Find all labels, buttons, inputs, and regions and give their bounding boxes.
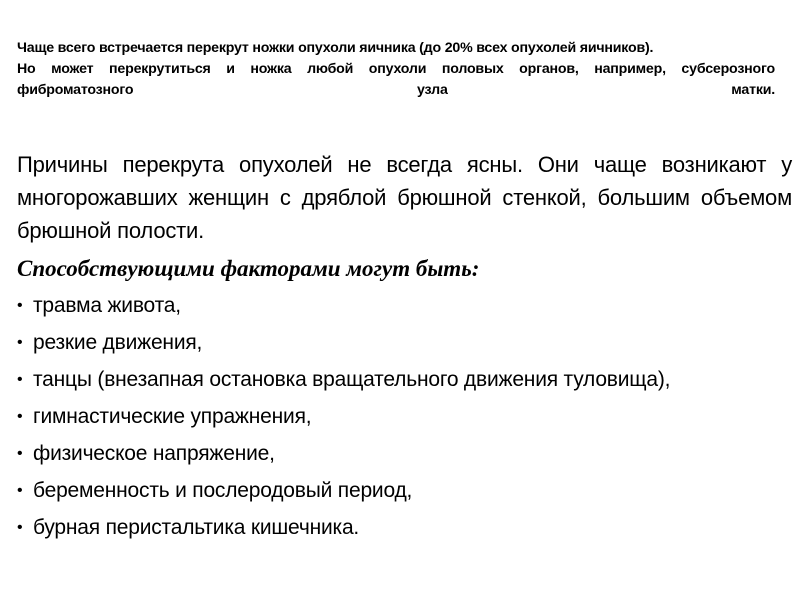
intro-line-3-word-2: узла bbox=[416, 82, 448, 98]
list-item bbox=[17, 398, 792, 435]
list-item-text: гимнастические упражнения, bbox=[33, 405, 312, 428]
factors-list bbox=[17, 287, 792, 546]
intro-line-3-word-3: матки. bbox=[731, 82, 775, 98]
list-item bbox=[17, 324, 792, 361]
list-item-text: бурная перистальтика кишечника. bbox=[33, 516, 360, 539]
intro-line-1: Чаще всего встречается перекрут ножки опухоли яичника (до 20% всех опухолей яичников). bbox=[17, 40, 654, 56]
list-item-text: физическое напряжение, bbox=[33, 442, 275, 465]
list-item-text: травма живота, bbox=[33, 294, 181, 317]
bullet-icon: • bbox=[17, 371, 23, 388]
list-item-text: беременность и послеродовый период, bbox=[33, 479, 413, 502]
intro-line-3 bbox=[17, 80, 775, 101]
list-item-text: танцы (внезапная остановка вращательного движения туловища), bbox=[33, 368, 671, 391]
list-item bbox=[17, 509, 792, 546]
bullet-icon: • bbox=[17, 334, 23, 351]
bullet-icon: • bbox=[17, 445, 23, 462]
intro-line-2: Но может перекрутиться и ножка любой опухоли половых органов, например, субсерозного bbox=[17, 61, 775, 77]
list-item bbox=[17, 472, 792, 509]
list-item bbox=[17, 361, 792, 398]
list-item bbox=[17, 435, 792, 472]
intro-line-3-word-1: фиброматозного bbox=[17, 82, 134, 98]
causes-paragraph: Причины перекрута опухолей не всегда ясны. Они чаще возникают у многорожавших женщин с дряблой брюшной стенкой, большим объемом брюшной полости. bbox=[17, 152, 792, 243]
bullet-icon: • bbox=[17, 297, 23, 314]
bullet-icon: • bbox=[17, 519, 23, 536]
list-item-text: резкие движения, bbox=[33, 331, 203, 354]
list-item bbox=[17, 287, 792, 324]
intro-text-block bbox=[17, 38, 775, 101]
bullet-icon: • bbox=[17, 408, 23, 425]
factors-heading: Способствующими факторами могут быть: bbox=[17, 256, 480, 281]
bullet-icon: • bbox=[17, 482, 23, 499]
main-content bbox=[17, 148, 792, 546]
